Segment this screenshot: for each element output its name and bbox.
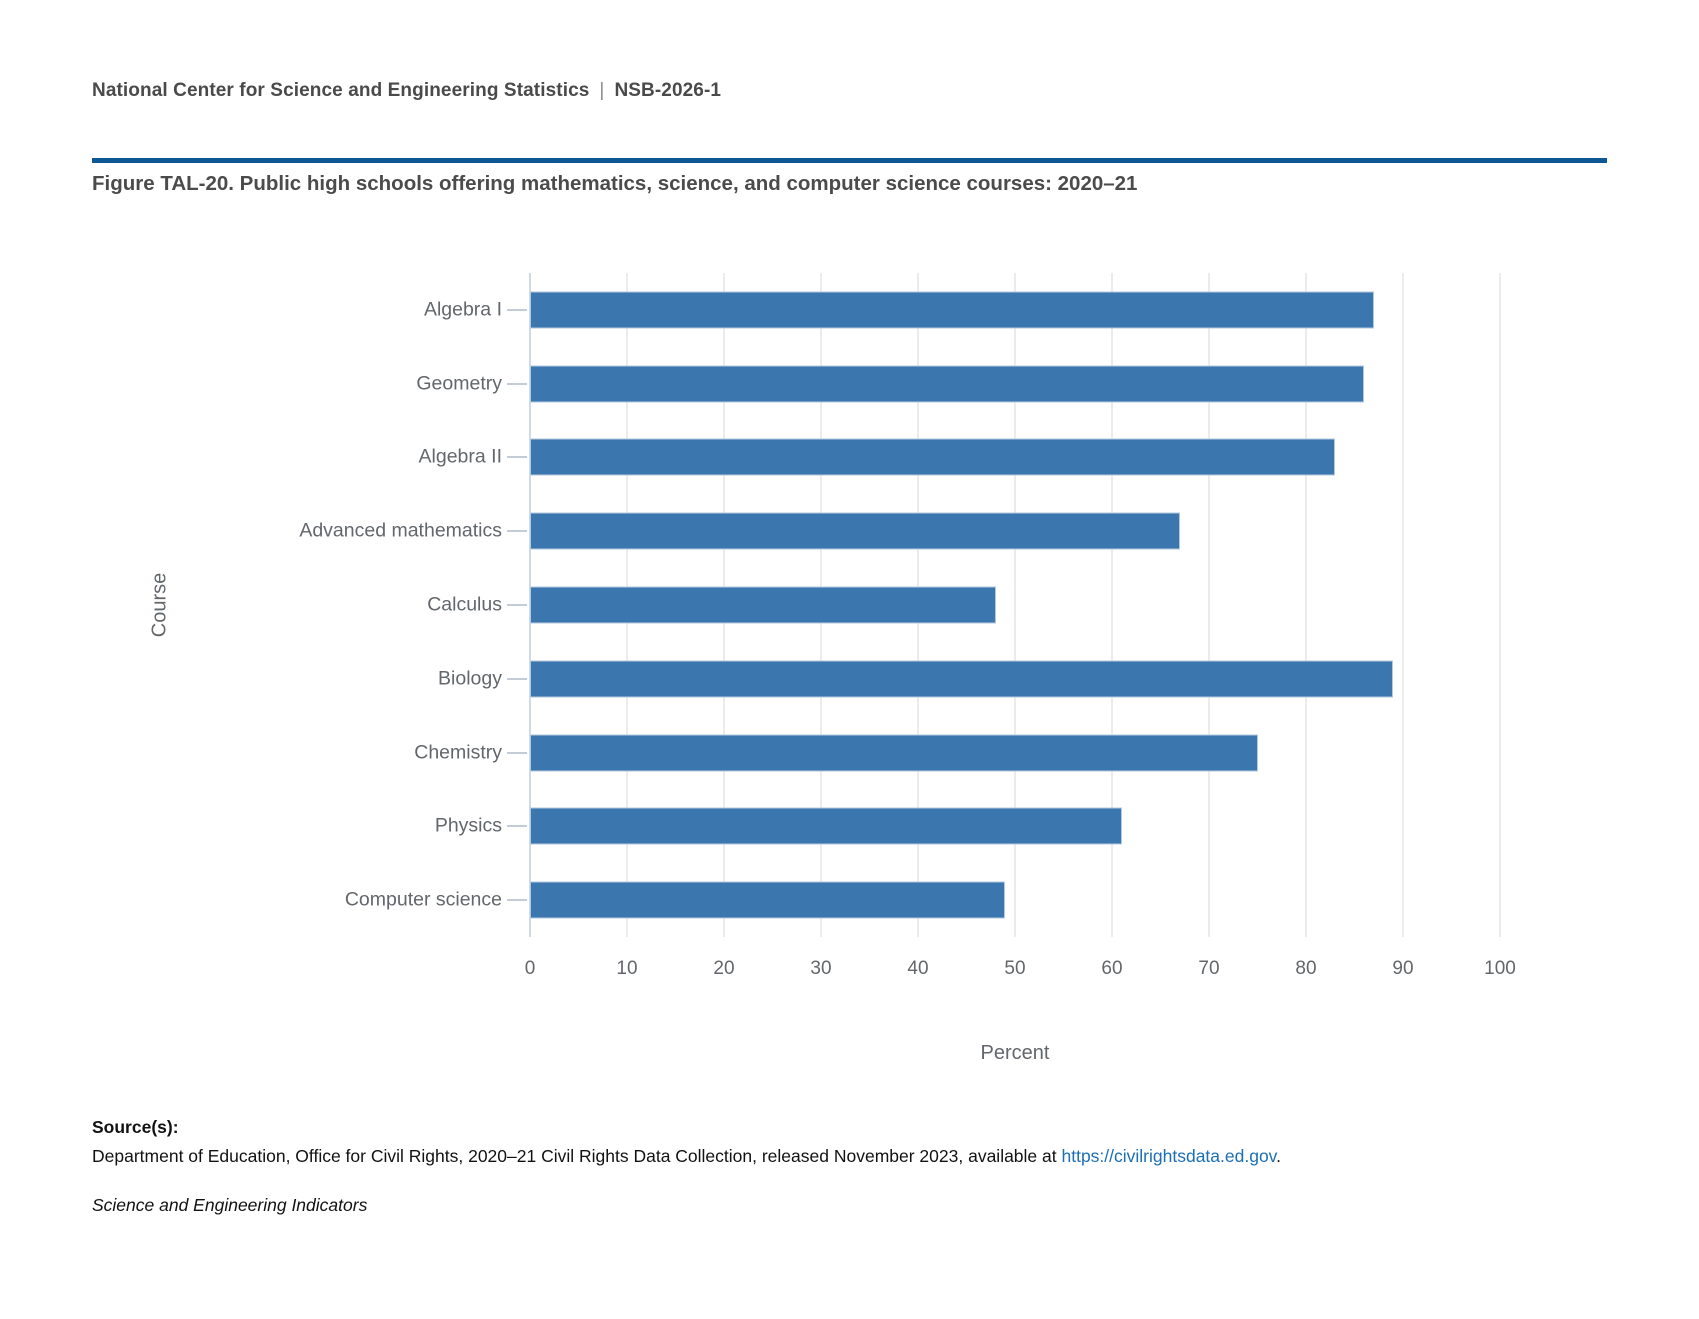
report-id: NSB-2026-1 bbox=[614, 80, 722, 101]
category-tick bbox=[507, 456, 527, 458]
x-tick-label-90: 90 bbox=[1392, 958, 1414, 979]
bar-advanced-mathematics bbox=[530, 513, 1180, 550]
category-label-calculus: Calculus bbox=[427, 593, 502, 616]
category-label-advanced-mathematics: Advanced mathematics bbox=[299, 519, 502, 542]
category-tick bbox=[507, 825, 527, 827]
header-separator: | bbox=[599, 80, 605, 101]
category-label-computer-science: Computer science bbox=[344, 888, 502, 911]
figure-title: Figure TAL-20. Public high schools offering mathematics, science, and computer science courses: 2020–21 bbox=[92, 172, 1138, 195]
y-axis-title: Course bbox=[148, 572, 171, 638]
category-tick bbox=[507, 604, 527, 606]
category-label-chemistry: Chemistry bbox=[414, 741, 502, 764]
x-tick-label-40: 40 bbox=[907, 958, 929, 979]
bar-calculus bbox=[530, 587, 996, 624]
category-label-physics: Physics bbox=[434, 814, 502, 837]
x-tick-label-20: 20 bbox=[713, 958, 735, 979]
x-tick-label-50: 50 bbox=[1004, 958, 1026, 979]
x-tick-label-0: 0 bbox=[524, 958, 536, 979]
x-axis-title: Percent bbox=[980, 1042, 1050, 1064]
category-label-algebra-ii: Algebra II bbox=[418, 445, 502, 468]
category-tick bbox=[507, 899, 527, 901]
x-tick-label-60: 60 bbox=[1101, 958, 1123, 979]
source-label: Source(s): bbox=[92, 1117, 179, 1137]
gridline-90 bbox=[1402, 273, 1404, 937]
x-tick-label-30: 30 bbox=[810, 958, 832, 979]
x-tick-label-100: 100 bbox=[1484, 958, 1516, 979]
category-label-geometry: Geometry bbox=[416, 372, 502, 395]
source-text-end: . bbox=[1276, 1146, 1282, 1167]
category-label-algebra-i: Algebra I bbox=[423, 298, 502, 321]
bar-algebra-i bbox=[530, 291, 1374, 328]
bar-chemistry bbox=[530, 734, 1258, 771]
indicators-attribution: Science and Engineering Indicators bbox=[92, 1195, 368, 1216]
source-text: Department of Education, Office for Civil Rights, 2020–21 Civil Rights Data Collection, released November 2023, available at bbox=[92, 1146, 1062, 1167]
category-tick bbox=[507, 309, 527, 311]
gridline-100 bbox=[1499, 273, 1501, 937]
category-tick bbox=[507, 752, 527, 754]
bar-biology bbox=[530, 660, 1393, 697]
category-tick bbox=[507, 383, 527, 385]
category-tick bbox=[507, 678, 527, 680]
source-link[interactable]: https://civilrightsdata.ed.gov bbox=[1061, 1146, 1277, 1167]
source-citation bbox=[92, 1143, 1622, 1170]
source-block bbox=[92, 1114, 1622, 1219]
x-tick-label-10: 10 bbox=[616, 958, 638, 979]
bar-physics bbox=[530, 808, 1122, 845]
x-tick-label-80: 80 bbox=[1295, 958, 1317, 979]
bar-computer-science bbox=[530, 882, 1005, 919]
category-tick bbox=[507, 530, 527, 532]
bar-algebra-ii bbox=[530, 439, 1335, 476]
org-name: National Center for Science and Engineering Statistics bbox=[92, 80, 590, 101]
bar-geometry bbox=[530, 365, 1364, 402]
category-label-biology: Biology bbox=[438, 667, 502, 690]
x-tick-label-70: 70 bbox=[1198, 958, 1220, 979]
